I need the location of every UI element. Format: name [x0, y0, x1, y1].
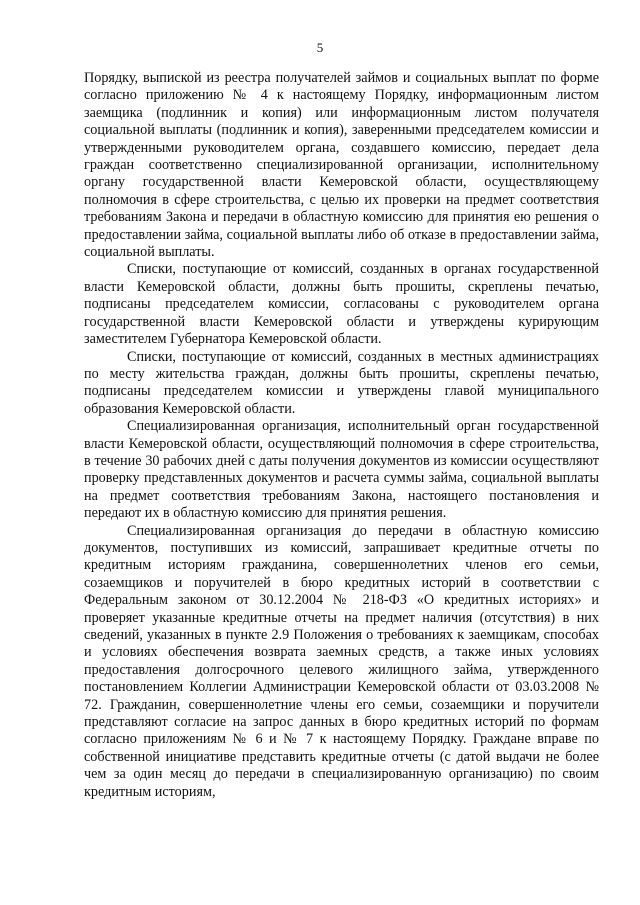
paragraph-credit-reports: Специализированная организация до передачи в областную комиссию документов, поступивших из комиссий, запрашивает кредитные отчеты по кредитным историям гражданина, совершеннолетних членов его семьи, созаемщиков и поручителей в бюро кредитных историй в соответствии с Федеральным законом от 30.12.2004 № 218-ФЗ «О кредитных историях» и проверяет указанные кредитные отчеты на предмет наличия (отсутствия) в них сведений, указанных в пункте 2.9 Положения о требованиях к заемщикам, способах и условиях обеспечения возврата заемных средств, а также иных условиях предоставления долгосрочного целевого жилищного займа, утвержденного постановлением Коллегии Администрации Кемеровской области от 03.03.2008 № 72. Гражданин, совершеннолетние члены его семьи, созаемщики и поручители представляют согласие на запрос данных в бюро кредитных историй по формам согласно приложениям № 6 и № 7 к настоящему Порядку. Граждане вправе по собственной инициативе представить кредитные отчеты (с датой выдачи не более чем за один месяц до передачи в специализированную организацию) по своим кредитным историям,: [84, 522, 599, 800]
paragraph-state-lists: Списки, поступающие от комиссий, созданных в органах государственной власти Кемеровской области, должны быть прошиты, скреплены печатью, подписаны председателем комиссии, согласованы с руководителем органа государственной власти Кемеровской области и утверждены курирующим заместителем Губернатора Кемеровской области.: [84, 261, 599, 348]
paragraph-verification: Специализированная организация, исполнительный орган государственной власти Кемеровской области, осуществляющий полномочия в сфере строительства, в течение 30 рабочих дней с даты получения документов из комиссии осуществляют проверку представленных документов и расчета суммы займа, социальной выплаты на предмет соответствия требованиям Закона, настоящего постановления и передают их в областную комиссию для принятия решения.: [84, 418, 599, 522]
paragraph-municipal-lists: Списки, поступающие от комиссий, созданных в местных администрациях по месту жительства граждан, должны быть прошиты, скреплены печатью, подписаны председателем комиссии и утверждены главой муниципального образования Кемеровской области.: [84, 348, 599, 417]
document-body: [84, 70, 599, 801]
page-number: 5: [316, 40, 324, 55]
paragraph-continuation: Порядку, выпиской из реестра получателей займов и социальных выплат по форме согласно приложению № 4 к настоящему Порядку, информационным листом заемщика (подлинник и копия) или информационным листом получателя социальной выплаты (подлинник и копия), заверенными председателем комиссии и утвержденными руководителем органа, создавшего комиссию, передает дела граждан соответственно специализированной организации, исполнительному органу государственной власти Кемеровской области, осуществляющему полномочия в сфере строительства, с целью их проверки на предмет соответствия требованиям Закона и передачи в областную комиссию для принятия ею решения о предоставлении займа, социальной выплаты либо об отказе в предоставлении займа, социальной выплаты.: [84, 70, 599, 261]
